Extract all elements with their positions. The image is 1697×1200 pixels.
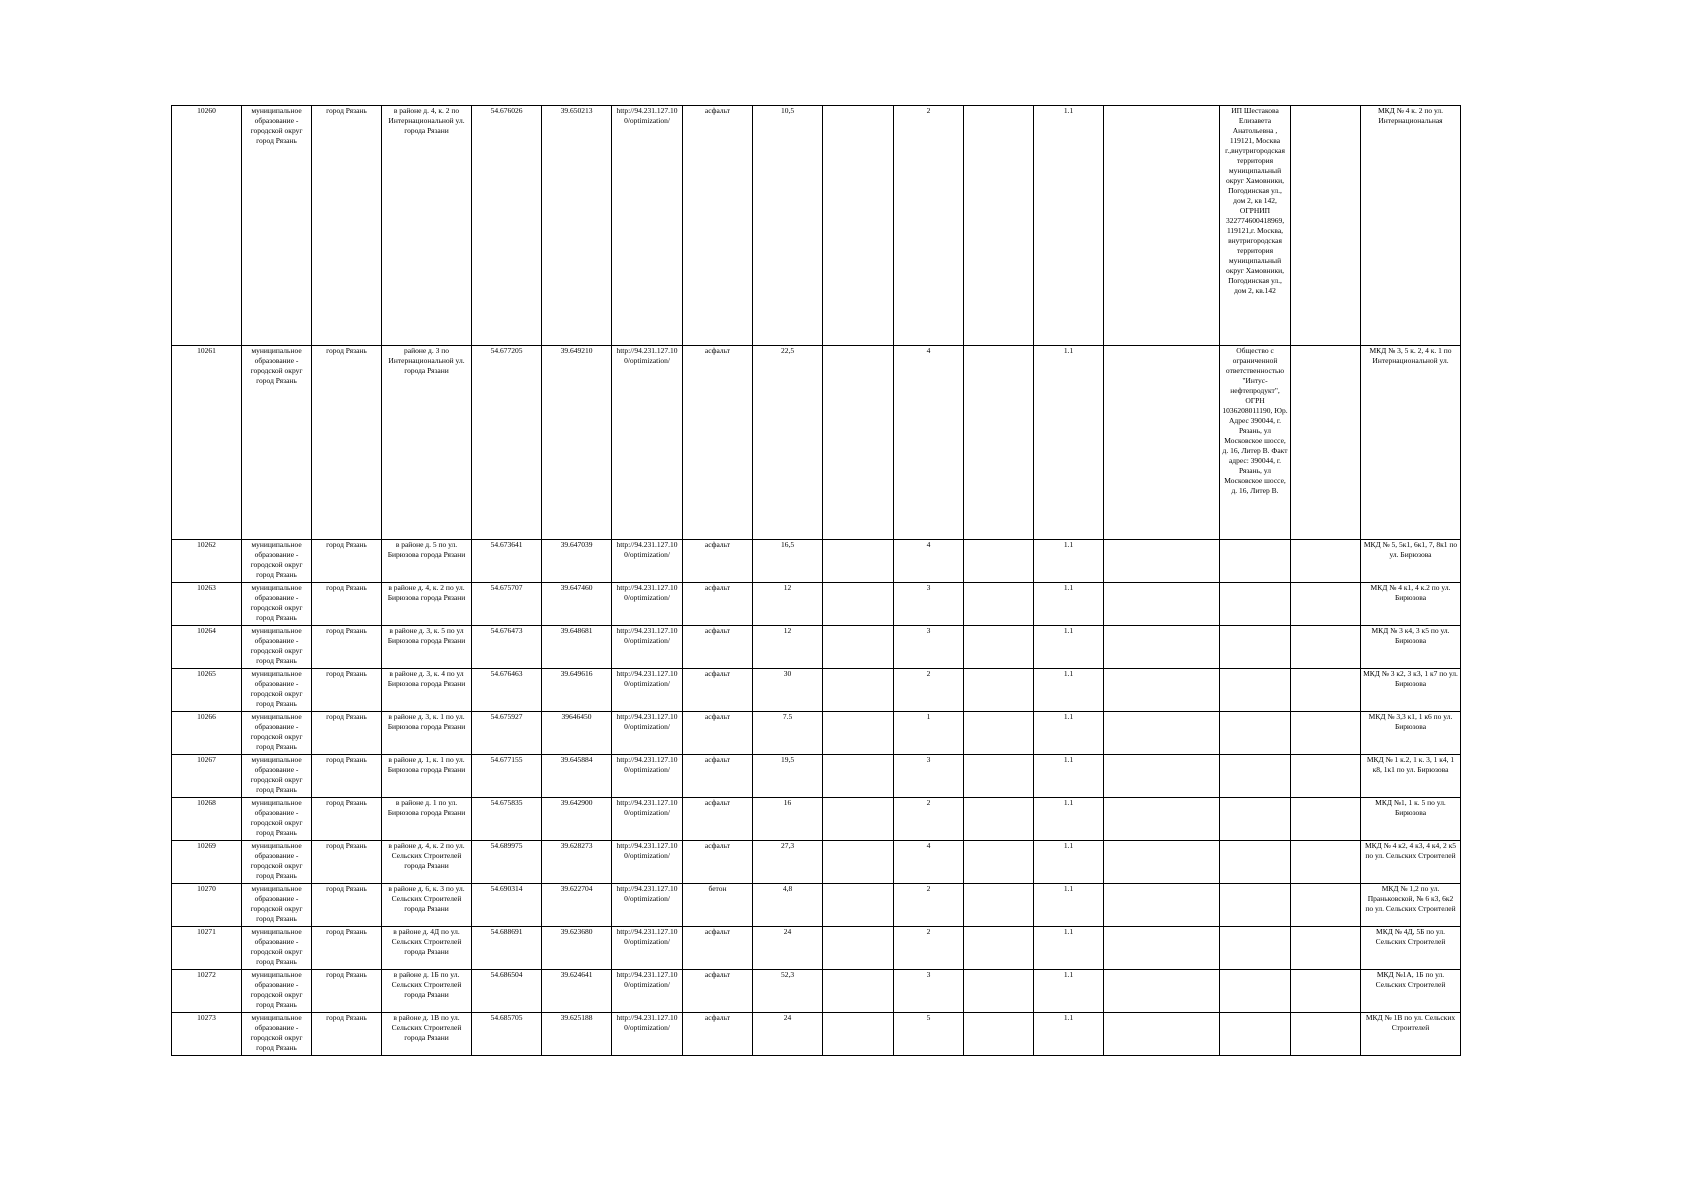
site-id-cell: 10266 (172, 712, 242, 755)
waste-sources-cell: МКД № 3,3 к1, 1 к6 по ул. Бирюзова (1361, 712, 1461, 755)
city-cell: город Рязань (312, 626, 382, 669)
longitude-cell: 39.625188 (542, 1013, 612, 1056)
empty-cell (1104, 540, 1220, 583)
container-volume-cell: 1.1 (1034, 669, 1104, 712)
containers-count-cell: 2 (894, 798, 964, 841)
latitude-cell: 54.676463 (472, 669, 542, 712)
table-row (172, 712, 1461, 755)
containers-count-cell: 3 (894, 970, 964, 1013)
table-row (172, 884, 1461, 927)
municipality-cell: муниципальное образование - городской округ город Рязань (242, 1013, 312, 1056)
containers-count-cell: 4 (894, 346, 964, 540)
container-volume-cell: 1.1 (1034, 106, 1104, 346)
empty-cell (1104, 798, 1220, 841)
empty-cell (823, 669, 894, 712)
area-cell: 10,5 (753, 106, 823, 346)
container-volume-cell: 1.1 (1034, 1013, 1104, 1056)
containers-count-cell: 3 (894, 626, 964, 669)
area-cell: 16 (753, 798, 823, 841)
area-cell: 22,5 (753, 346, 823, 540)
latitude-cell: 54.675707 (472, 583, 542, 626)
area-cell: 24 (753, 927, 823, 970)
empty-cell (1104, 755, 1220, 798)
empty-cell (1291, 346, 1361, 540)
city-cell: город Рязань (312, 346, 382, 540)
container-volume-cell: 1.1 (1034, 798, 1104, 841)
city-cell: город Рязань (312, 712, 382, 755)
longitude-cell: 39.624641 (542, 970, 612, 1013)
empty-cell (823, 798, 894, 841)
city-cell: город Рязань (312, 970, 382, 1013)
waste-sources-cell: МКД №1, 1 к. 5 по ул. Бирюзова (1361, 798, 1461, 841)
municipality-cell: муниципальное образование - городской округ город Рязань (242, 106, 312, 346)
longitude-cell: 39.628273 (542, 841, 612, 884)
surface-cell: асфальт (683, 346, 753, 540)
location-cell: в районе д. 4, к. 2 по ул. Бирюзова города Рязани (382, 583, 472, 626)
site-id-cell: 10271 (172, 927, 242, 970)
city-cell: город Рязань (312, 798, 382, 841)
empty-cell (1291, 626, 1361, 669)
containers-count-cell: 5 (894, 1013, 964, 1056)
container-volume-cell: 1.1 (1034, 970, 1104, 1013)
table-body (172, 106, 1461, 1056)
waste-site-registry-table (171, 105, 1461, 1056)
empty-cell (823, 712, 894, 755)
empty-cell (964, 755, 1034, 798)
container-volume-cell: 1.1 (1034, 583, 1104, 626)
municipality-cell: муниципальное образование - городской округ город Рязань (242, 841, 312, 884)
municipality-cell: муниципальное образование - городской округ город Рязань (242, 712, 312, 755)
empty-cell (964, 884, 1034, 927)
surface-cell: асфальт (683, 841, 753, 884)
table-row (172, 970, 1461, 1013)
empty-cell (964, 798, 1034, 841)
location-cell: в районе д. 6, к. 3 по ул. Сельских Строителей города Рязани (382, 884, 472, 927)
city-cell: город Рязань (312, 927, 382, 970)
latitude-cell: 54.688691 (472, 927, 542, 970)
url-cell: http://94.231.127.10 0/optimization/ (612, 626, 683, 669)
location-cell: в районе д. 5 по ул. Бирюзова города Рязани (382, 540, 472, 583)
city-cell: город Рязань (312, 1013, 382, 1056)
empty-cell (964, 712, 1034, 755)
area-cell: 12 (753, 583, 823, 626)
city-cell: город Рязань (312, 884, 382, 927)
surface-cell: асфальт (683, 798, 753, 841)
empty-cell (823, 755, 894, 798)
containers-count-cell: 4 (894, 540, 964, 583)
container-volume-cell: 1.1 (1034, 626, 1104, 669)
empty-cell (1291, 884, 1361, 927)
waste-sources-cell: МКД № 4 к1, 4 к.2 по ул. Бирюзова (1361, 583, 1461, 626)
location-cell: в районе д. 1В по ул. Сельских Строителей города Рязани (382, 1013, 472, 1056)
empty-cell (1104, 884, 1220, 927)
waste-sources-cell: МКД № 4 к2, 4 к3, 4 к4, 2 к5 по ул. Сельских Строителей (1361, 841, 1461, 884)
location-cell: в районе д. 3, к. 1 по ул. Бирюзова города Рязани (382, 712, 472, 755)
city-cell: город Рязань (312, 841, 382, 884)
empty-cell (1291, 106, 1361, 346)
area-cell: 16,5 (753, 540, 823, 583)
surface-cell: асфальт (683, 755, 753, 798)
site-id-cell: 10269 (172, 841, 242, 884)
area-cell: 27,3 (753, 841, 823, 884)
site-id-cell: 10270 (172, 884, 242, 927)
url-cell: http://94.231.127.10 0/optimization/ (612, 798, 683, 841)
container-volume-cell: 1.1 (1034, 884, 1104, 927)
site-id-cell: 10261 (172, 346, 242, 540)
surface-cell: асфальт (683, 106, 753, 346)
table-row (172, 798, 1461, 841)
location-cell: в районе д. 4, к. 2 по Интернациональной ул. города Рязани (382, 106, 472, 346)
location-cell: районе д. 3 по Интернациональной ул. города Рязани (382, 346, 472, 540)
latitude-cell: 54.677205 (472, 346, 542, 540)
latitude-cell: 54.673641 (472, 540, 542, 583)
longitude-cell: 39.649616 (542, 669, 612, 712)
container-volume-cell: 1.1 (1034, 540, 1104, 583)
empty-cell (823, 106, 894, 346)
municipality-cell: муниципальное образование - городской округ город Рязань (242, 540, 312, 583)
city-cell: город Рязань (312, 669, 382, 712)
site-id-cell: 10264 (172, 626, 242, 669)
empty-cell (964, 970, 1034, 1013)
url-cell: http://94.231.127.10 0/optimization/ (612, 927, 683, 970)
empty-cell (823, 540, 894, 583)
containers-count-cell: 1 (894, 712, 964, 755)
empty-cell (1104, 346, 1220, 540)
container-volume-cell: 1.1 (1034, 712, 1104, 755)
url-cell: http://94.231.127.10 0/optimization/ (612, 346, 683, 540)
municipality-cell: муниципальное образование - городской округ город Рязань (242, 755, 312, 798)
empty-cell (1291, 1013, 1361, 1056)
latitude-cell: 54.677155 (472, 755, 542, 798)
latitude-cell: 54.675927 (472, 712, 542, 755)
location-cell: в районе д. 3, к. 4 по ул Бирюзова города Рязани (382, 669, 472, 712)
municipality-cell: муниципальное образование - городской округ город Рязань (242, 583, 312, 626)
city-cell: город Рязань (312, 755, 382, 798)
empty-cell (1104, 583, 1220, 626)
site-id-cell: 10273 (172, 1013, 242, 1056)
longitude-cell: 39646450 (542, 712, 612, 755)
latitude-cell: 54.675835 (472, 798, 542, 841)
empty-cell (964, 669, 1034, 712)
containers-count-cell: 3 (894, 755, 964, 798)
surface-cell: асфальт (683, 927, 753, 970)
empty-cell (964, 106, 1034, 346)
waste-sources-cell: МКД № 5, 5к1, 6к1, 7, 8к1 по ул. Бирюзова (1361, 540, 1461, 583)
empty-cell (1104, 712, 1220, 755)
surface-cell: асфальт (683, 669, 753, 712)
empty-cell (964, 583, 1034, 626)
municipality-cell: муниципальное образование - городской округ город Рязань (242, 626, 312, 669)
city-cell: город Рязань (312, 540, 382, 583)
owner-cell (1220, 540, 1291, 583)
area-cell: 19,5 (753, 755, 823, 798)
empty-cell (823, 626, 894, 669)
url-cell: http://94.231.127.10 0/optimization/ (612, 712, 683, 755)
table-row (172, 927, 1461, 970)
longitude-cell: 39.648681 (542, 626, 612, 669)
owner-cell (1220, 1013, 1291, 1056)
containers-count-cell: 2 (894, 669, 964, 712)
table-row (172, 583, 1461, 626)
table-row (172, 841, 1461, 884)
url-cell: http://94.231.127.10 0/optimization/ (612, 583, 683, 626)
containers-count-cell: 2 (894, 927, 964, 970)
empty-cell (964, 841, 1034, 884)
empty-cell (823, 927, 894, 970)
longitude-cell: 39.650213 (542, 106, 612, 346)
latitude-cell: 54.685705 (472, 1013, 542, 1056)
municipality-cell: муниципальное образование - городской округ город Рязань (242, 346, 312, 540)
area-cell: 30 (753, 669, 823, 712)
empty-cell (1104, 1013, 1220, 1056)
empty-cell (823, 346, 894, 540)
empty-cell (823, 970, 894, 1013)
latitude-cell: 54.676473 (472, 626, 542, 669)
container-volume-cell: 1.1 (1034, 841, 1104, 884)
url-cell: http://94.231.127.10 0/optimization/ (612, 669, 683, 712)
waste-sources-cell: МКД № 3 к2, 3 к3, 1 к7 по ул. Бирюзова (1361, 669, 1461, 712)
longitude-cell: 39.623680 (542, 927, 612, 970)
longitude-cell: 39.645884 (542, 755, 612, 798)
empty-cell (964, 927, 1034, 970)
empty-cell (964, 346, 1034, 540)
containers-count-cell: 4 (894, 841, 964, 884)
location-cell: в районе д. 3, к. 5 по ул Бирюзова города Рязани (382, 626, 472, 669)
surface-cell: асфальт (683, 1013, 753, 1056)
empty-cell (964, 626, 1034, 669)
area-cell: 12 (753, 626, 823, 669)
latitude-cell: 54.690314 (472, 884, 542, 927)
longitude-cell: 39.647460 (542, 583, 612, 626)
url-cell: http://94.231.127.10 0/optimization/ (612, 841, 683, 884)
surface-cell: асфальт (683, 712, 753, 755)
site-id-cell: 10263 (172, 583, 242, 626)
containers-count-cell: 2 (894, 106, 964, 346)
site-id-cell: 10260 (172, 106, 242, 346)
empty-cell (1291, 540, 1361, 583)
empty-cell (1104, 669, 1220, 712)
latitude-cell: 54.689975 (472, 841, 542, 884)
empty-cell (823, 841, 894, 884)
waste-sources-cell: МКД №1А, 1Б по ул. Сельских Строителей (1361, 970, 1461, 1013)
site-id-cell: 10267 (172, 755, 242, 798)
surface-cell: асфальт (683, 626, 753, 669)
site-id-cell: 10268 (172, 798, 242, 841)
municipality-cell: муниципальное образование - городской округ город Рязань (242, 798, 312, 841)
city-cell: город Рязань (312, 583, 382, 626)
container-volume-cell: 1.1 (1034, 927, 1104, 970)
municipality-cell: муниципальное образование - городской округ город Рязань (242, 669, 312, 712)
owner-cell (1220, 712, 1291, 755)
site-id-cell: 10272 (172, 970, 242, 1013)
owner-cell (1220, 884, 1291, 927)
waste-sources-cell: МКД № 4Д, 5Б по ул. Сельских Строителей (1361, 927, 1461, 970)
url-cell: http://94.231.127.10 0/optimization/ (612, 755, 683, 798)
empty-cell (1291, 755, 1361, 798)
owner-cell (1220, 583, 1291, 626)
waste-sources-cell: МКД № 4 к. 2 по ул. Интернациональная (1361, 106, 1461, 346)
municipality-cell: муниципальное образование - городской округ город Рязань (242, 970, 312, 1013)
area-cell: 7.5 (753, 712, 823, 755)
url-cell: http://94.231.127.10 0/optimization/ (612, 884, 683, 927)
waste-sources-cell: МКД № 1,2 по ул. Праньковской, № 6 к3, 6к2 по ул. Сельских Строителей (1361, 884, 1461, 927)
url-cell: http://94.231.127.10 0/optimization/ (612, 970, 683, 1013)
table-row (172, 626, 1461, 669)
location-cell: в районе д. 1Б по ул. Сельских Строителей города Рязани (382, 970, 472, 1013)
url-cell: http://94.231.127.10 0/optimization/ (612, 1013, 683, 1056)
empty-cell (1291, 970, 1361, 1013)
empty-cell (1104, 970, 1220, 1013)
longitude-cell: 39.622704 (542, 884, 612, 927)
empty-cell (823, 583, 894, 626)
waste-sources-cell: МКД № 3, 5 к. 2, 4 к. 1 по Интернациональной ул. (1361, 346, 1461, 540)
municipality-cell: муниципальное образование - городской округ город Рязань (242, 927, 312, 970)
containers-count-cell: 2 (894, 884, 964, 927)
url-cell: http://94.231.127.10 0/optimization/ (612, 106, 683, 346)
location-cell: в районе д. 4Д по ул. Сельских Строителей города Рязани (382, 927, 472, 970)
municipality-cell: муниципальное образование - городской округ город Рязань (242, 884, 312, 927)
location-cell: в районе д. 1 по ул. Бирюзова города Рязани (382, 798, 472, 841)
table-row (172, 346, 1461, 540)
table-row (172, 1013, 1461, 1056)
empty-cell (1104, 106, 1220, 346)
city-cell: город Рязань (312, 106, 382, 346)
empty-cell (823, 1013, 894, 1056)
location-cell: в районе д. 4, к. 2 по ул. Сельских Строителей города Рязани (382, 841, 472, 884)
owner-cell: ИП Шестакова Елизавета Анатольевна , 119121, Москва г.,внутригородская территория муниципальный округ Хамовники, Погодинская ул., дом 2, кв 142, ОГРНИП 322774600418969, 119121,г. Москва, внутригородская территория муниципальный округ Хамовники, Погодинская ул., дом 2, кв.142 (1220, 106, 1291, 346)
owner-cell (1220, 927, 1291, 970)
container-volume-cell: 1.1 (1034, 346, 1104, 540)
area-cell: 52,3 (753, 970, 823, 1013)
empty-cell (823, 884, 894, 927)
surface-cell: асфальт (683, 970, 753, 1013)
longitude-cell: 39.647039 (542, 540, 612, 583)
waste-sources-cell: МКД № 3 к4, 3 к5 по ул. Бирюзова (1361, 626, 1461, 669)
empty-cell (1291, 798, 1361, 841)
waste-sources-cell: МКД № 1 к.2, 1 к. 3, 1 к4, 1 к8, 1к1 по ул. Бирюзова (1361, 755, 1461, 798)
area-cell: 24 (753, 1013, 823, 1056)
longitude-cell: 39.649210 (542, 346, 612, 540)
table-row (172, 106, 1461, 346)
empty-cell (1291, 583, 1361, 626)
empty-cell (964, 540, 1034, 583)
owner-cell (1220, 626, 1291, 669)
empty-cell (1291, 841, 1361, 884)
table-row (172, 669, 1461, 712)
empty-cell (964, 1013, 1034, 1056)
containers-count-cell: 3 (894, 583, 964, 626)
empty-cell (1104, 927, 1220, 970)
table-row (172, 540, 1461, 583)
location-cell: в районе д. 1, к. 1 по ул. Бирюзова города Рязани (382, 755, 472, 798)
waste-sources-cell: МКД № 1В по ул. Сельских Строителей (1361, 1013, 1461, 1056)
owner-cell (1220, 798, 1291, 841)
table-row (172, 755, 1461, 798)
surface-cell: бетон (683, 884, 753, 927)
owner-cell (1220, 970, 1291, 1013)
empty-cell (1291, 927, 1361, 970)
latitude-cell: 54.686504 (472, 970, 542, 1013)
site-id-cell: 10262 (172, 540, 242, 583)
site-id-cell: 10265 (172, 669, 242, 712)
latitude-cell: 54.676026 (472, 106, 542, 346)
url-cell: http://94.231.127.10 0/optimization/ (612, 540, 683, 583)
empty-cell (1104, 626, 1220, 669)
owner-cell (1220, 755, 1291, 798)
surface-cell: асфальт (683, 583, 753, 626)
area-cell: 4,8 (753, 884, 823, 927)
container-volume-cell: 1.1 (1034, 755, 1104, 798)
empty-cell (1291, 712, 1361, 755)
owner-cell: Общество с ограниченной ответственностью "Интус-нефтепродукт", ОГРН 1036208011190, Юр. Адрес 390044, г. Рязань, ул Московское шоссе, д. 16, Литер В. Факт адрес: 390044, г. Рязань, ул Московское шоссе, д. 16, Литер В. (1220, 346, 1291, 540)
surface-cell: асфальт (683, 540, 753, 583)
empty-cell (1104, 841, 1220, 884)
empty-cell (1291, 669, 1361, 712)
owner-cell (1220, 841, 1291, 884)
longitude-cell: 39.642900 (542, 798, 612, 841)
owner-cell (1220, 669, 1291, 712)
